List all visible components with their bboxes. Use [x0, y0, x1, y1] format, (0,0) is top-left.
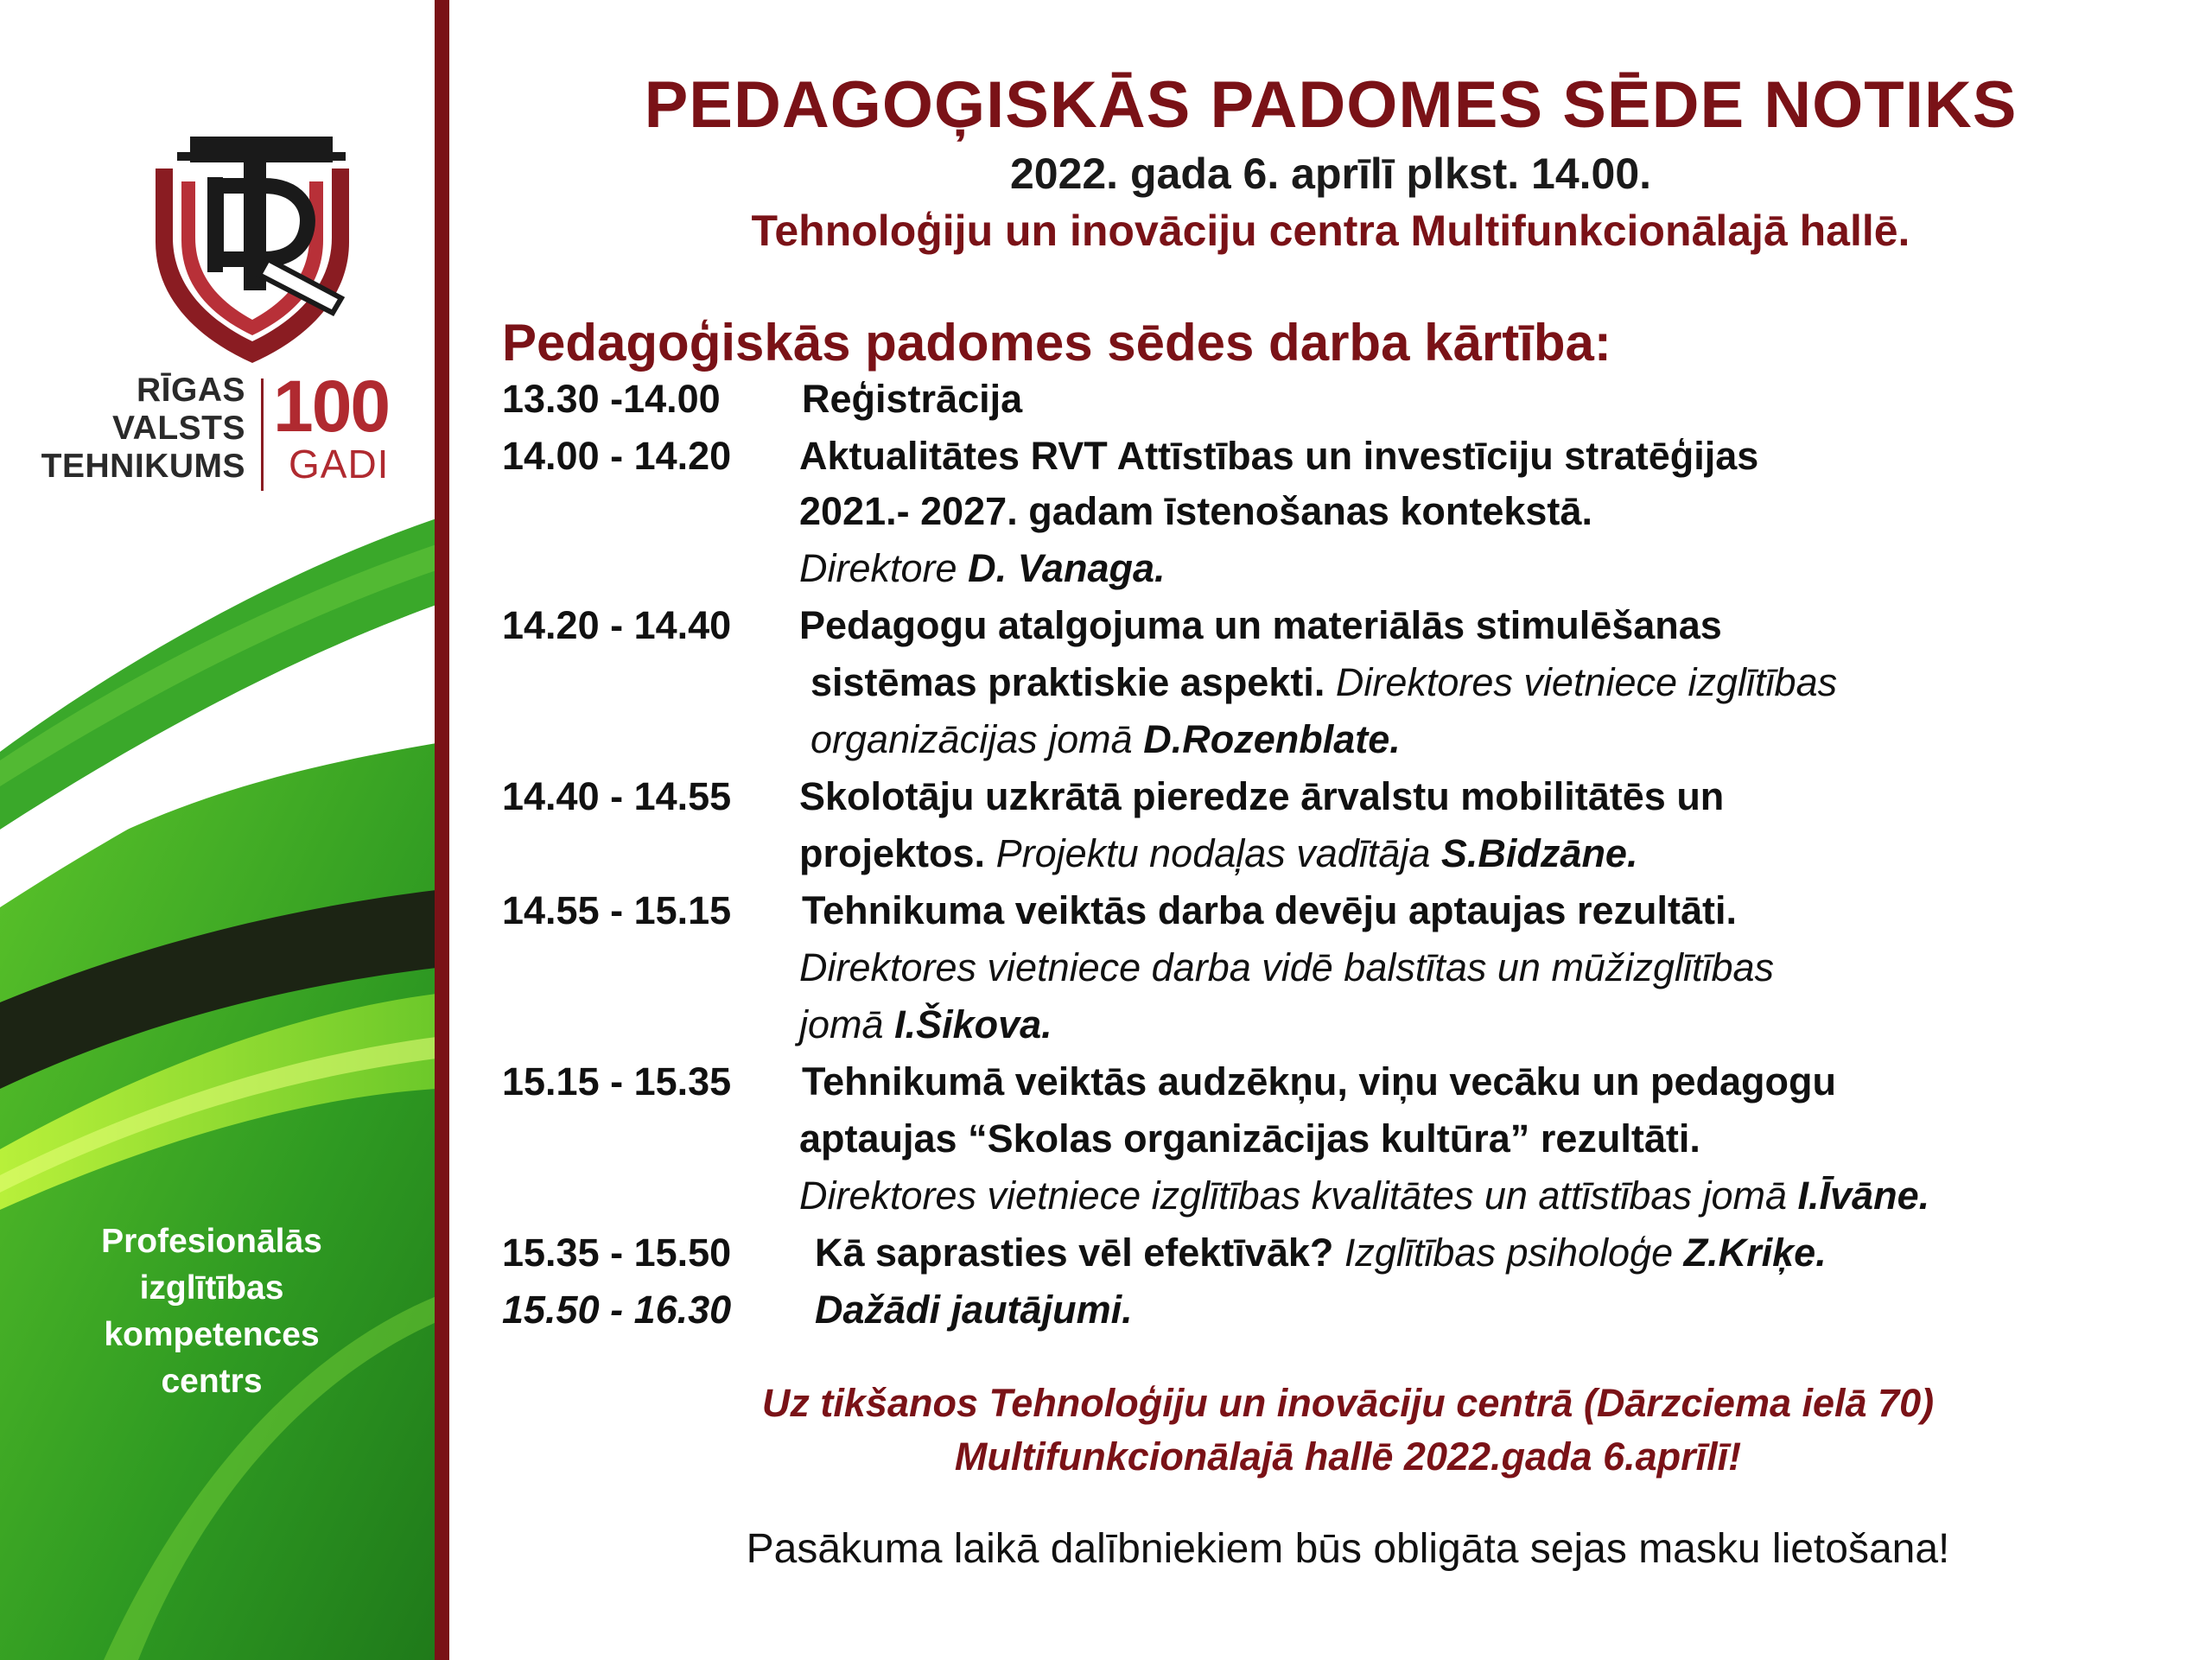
presenter-name: D. Vanaga.	[968, 546, 1166, 590]
agenda-topic: Pedagogu atalgojuma un materiālās stimulēšanas	[799, 603, 1722, 647]
agenda-time: 14.55 - 15.15	[502, 888, 732, 932]
presenter-role: Direktore	[799, 546, 957, 590]
agenda-item	[502, 377, 721, 422]
presenter-role: jomā	[799, 1002, 884, 1046]
presenter-role: Projektu nodaļas vadītāja	[995, 831, 1431, 875]
logo-gadi: GADI	[289, 442, 390, 487]
logo-number: 100	[273, 366, 390, 447]
agenda-presenter	[799, 1173, 1929, 1218]
page-title: PEDAGOĢISKĀS PADOMES SĒDE NOTIKS	[644, 68, 2018, 142]
presenter-role: Direktores vietniece izglītības	[1335, 660, 1838, 704]
agenda-topic-line	[810, 660, 1837, 705]
rvt-shield-icon	[156, 137, 349, 363]
agenda-time: 15.50 - 16.30	[502, 1288, 732, 1332]
main-content	[484, 0, 2203, 1660]
agenda-presenter	[810, 717, 1401, 762]
agenda-topic: Tehnikuma veiktās darba devēju aptaujas rezultāti.	[802, 888, 1738, 932]
agenda-topic: Aktualitātes RVT Attīstības un investīciju stratēģijas	[799, 434, 1759, 478]
agenda-time: 14.00 - 14.20	[502, 434, 732, 478]
logo-name	[29, 372, 245, 486]
agenda-topic: sistēmas praktiskie aspekti.	[810, 660, 1325, 704]
agenda-topic-line	[799, 831, 1637, 876]
presenter-name: D.Rozenblate.	[1143, 717, 1401, 761]
footer-invitation: Multifunkcionālajā hallē 2022.gada 6.aprīlī!	[954, 1434, 1742, 1479]
competence-line: izglītības	[139, 1269, 284, 1307]
presenter-role: organizācijas jomā	[810, 717, 1133, 761]
vertical-rule	[435, 0, 449, 1660]
agenda-topic: Skolotāju uzkrātā pieredze ārvalstu mobilitātēs un	[799, 774, 1725, 818]
agenda-presenter	[799, 1002, 1052, 1047]
event-venue: Tehnoloģiju un inovāciju centra Multifunkcionālajā hallē.	[751, 207, 1910, 255]
agenda-time: 14.20 - 14.40	[502, 603, 732, 647]
agenda-topic: aptaujas “Skolas organizācijas kultūra” rezultāti.	[799, 1116, 1700, 1161]
footer-note: Pasākuma laikā dalībniekiem būs obligāta sejas masku lietošana!	[746, 1526, 1950, 1572]
agenda-time: 13.30 -14.00	[502, 377, 721, 421]
agenda-heading: Pedagoģiskās padomes sēdes darba kārtība:	[502, 314, 1611, 372]
presenter-role: Izglītības psiholoģe	[1344, 1231, 1674, 1275]
competence-line: kompetences	[104, 1316, 320, 1353]
agenda-topic: Dažādi jautājumi.	[815, 1288, 1133, 1332]
competence-center-text	[35, 1218, 389, 1405]
footer-invitation: Uz tikšanos Tehnoloģiju un inovāciju centrā (Dārzciema ielā 70)	[761, 1381, 1935, 1425]
logo-name-line: TEHNIKUMS	[41, 448, 245, 485]
agenda-topic-line	[815, 1231, 1827, 1275]
agenda-time: 14.40 - 14.55	[502, 774, 732, 818]
logo-name-line: VALSTS	[112, 410, 245, 447]
presenter-name: Z.Kriķe.	[1683, 1231, 1827, 1275]
agenda-time: 15.35 - 15.50	[502, 1231, 732, 1275]
competence-line: Profesionālās	[101, 1223, 322, 1260]
agenda-topic: projektos.	[799, 831, 986, 875]
logo-separator	[261, 378, 264, 491]
agenda-presenter	[799, 546, 1165, 591]
agenda-topic: Kā saprasties vēl efektīvāk?	[815, 1231, 1334, 1275]
competence-line: centrs	[161, 1363, 263, 1400]
agenda-topic: Tehnikumā veiktās audzēkņu, viņu vecāku un pedagogu	[802, 1059, 1836, 1103]
presenter-name: S.Bidzāne.	[1440, 831, 1638, 875]
agenda-time: 15.15 - 15.35	[502, 1059, 732, 1103]
presenter-role: Direktores vietniece darba vidē balstītas un mūžizglītības	[799, 945, 1775, 989]
green-wave-background	[0, 0, 449, 1660]
agenda-topic: Reģistrācija	[802, 377, 1023, 421]
agenda-topic: 2021.- 2027. gadam īstenošanas kontekstā.	[799, 489, 1592, 533]
presenter-name: I.Šikova.	[894, 1002, 1052, 1046]
logo-name-line: RĪGAS	[136, 372, 245, 409]
presenter-role: Direktores vietniece izglītības kvalitātes un attīstības jomā	[799, 1173, 1787, 1218]
sidebar	[0, 0, 449, 1660]
presenter-name: I.Īvāne.	[1797, 1173, 1930, 1218]
event-date: 2022. gada 6. aprīlī plkst. 14.00.	[1009, 149, 1652, 198]
